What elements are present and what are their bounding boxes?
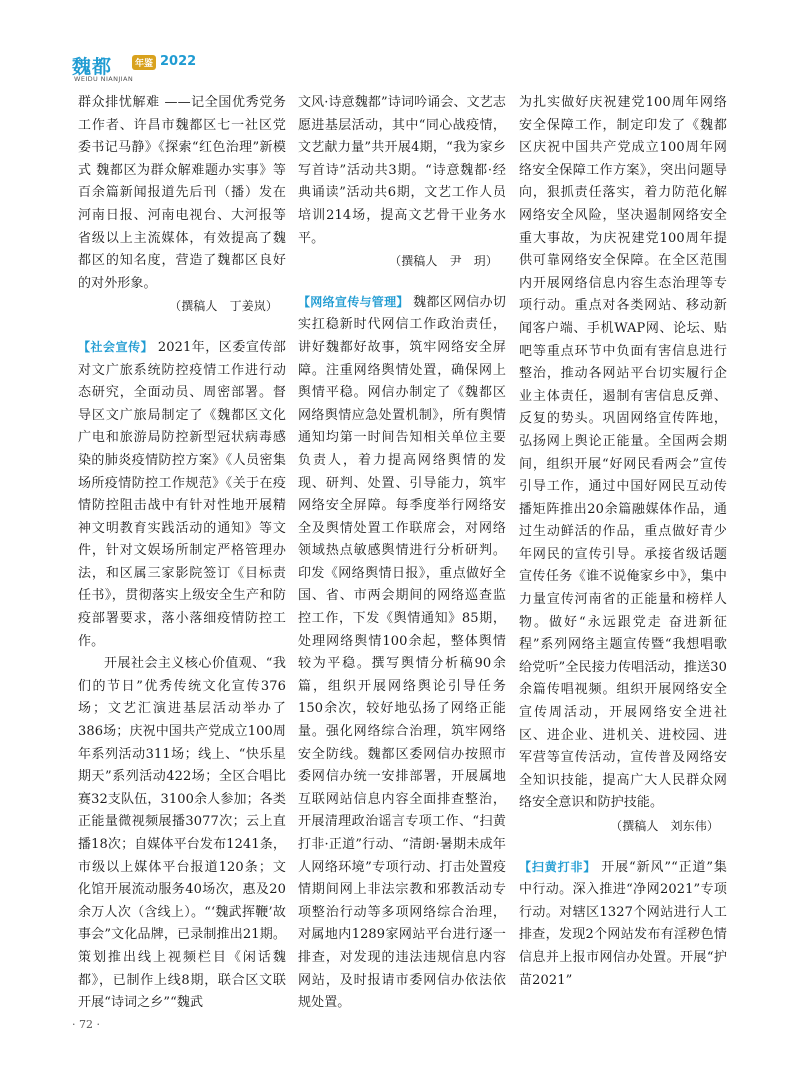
paragraph: 群众排忧解难 ——记全国优秀党务工作者、许昌市魏都区七一社区党委书记马静》《探索“红色治理”新模式 魏都区为群众解难题办实事》等百余篇新闻报道先后刊（播）发在河南日报、河南电视台、大河报等省级以上主流媒体，有效提高了魏都区的知名度，营造了魏都区良好的对外形象。: [78, 95, 286, 291]
byline: （撰稿人 尹 玥）: [389, 254, 498, 269]
text-column-3: [519, 92, 727, 992]
paragraph: [78, 336, 286, 653]
page-number: · 72 ·: [72, 1018, 100, 1031]
section-heading-social: 【社会宣传】: [78, 339, 154, 354]
section-heading-anti-porn: 【扫黄打非】: [519, 859, 597, 874]
paragraph: 文风·诗意魏都”诗词吟诵会、文艺志愿进基层活动，其中“同心战疫情，文艺献力量”共开展4期，“我为家乡写首诗”活动共3期。“诗意魏都·经典诵读”活动共6期，文艺工作人员培训214场，提高文艺骨干业务水平。: [298, 95, 506, 246]
yearbook-year: 2022: [160, 54, 197, 69]
paragraph-text: 2021年，区委宣传部对文广旅系统防控疫情工作进行动态研究，全面动员、周密部署。督导区文广旅局制定了《魏都区文化广电和旅游局防控新型冠状病毒感染的肺炎疫情防控方案》《人员密集场所疫情防控工作规范》《关于在疫情防控阻击战中有针对性地开展精神文明教育实践活动的通知》等文件，针对文娱场所制定严格管理办法，和区属三家影院签订《目标责任书》，贯彻落实上级安全生产和防疫部署要求，落小落细疫情防控工作。: [78, 339, 287, 649]
byline: （撰稿人 刘东伟）: [610, 819, 719, 833]
byline: （撰稿人 丁姜岚）: [169, 299, 278, 314]
paragraph-text: 开展“新风”“正道”集中行动。深入推进“净网2021”专项行动。对辖区1327个网站进行人工排查，发现2个网站发布有淫秽色情信息并上报市网信办处置。开展“护苗2021”: [519, 859, 727, 988]
text-column-1: [78, 92, 286, 1015]
paragraph: [298, 291, 506, 1015]
paragraph: 开展社会主义核心价值观、“我们的节日”优秀传统文化宣传376场；文艺汇演进基层活动举办了386场；庆祝中国共产党成立100周年系列活动311场；线上、“快乐星期天”系列活动422场；全区合唱比赛32支队伍，3100余人参加；各类正能量微视频展播3077次；云上直播18次；自媒体平台发布1241条，市级以上媒体平台报道120条；文化馆开展流动服务40场次，惠及20余万人次（含线上）。“‘魏武挥鞭’故事会”文化品牌，已录制推出21期。策划推出线上视频栏目《闲话魏都》，已制作上线8期，联合区文联开展“诗词之乡”“魏武: [78, 656, 286, 1011]
paragraph-text: 魏都区网信办切实扛稳新时代网信工作政治责任，讲好魏都好故事，筑牢网络安全屏障。注重网络舆情处置，确保网上舆情平稳。网信办制定了《魏都区网络舆情应急处置机制》，所有舆情通知均第一时间告知相关单位主要负责人，着力提高网络舆情的发现、研判、处置、引导能力，筑牢网络安全屏障。每季度举行网络安全及舆情处置工作联席会，对网络领域热点敏感舆情进行分析研判。印发《网络舆情日报》，重点做好全国、省、市两会期间的网络巡查监控工作，下发《舆情通知》85期，处理网络舆情100余起，整体舆情较为平稳。撰写舆情分析稿90余篇，组织开展网络舆论引导任务150余次，较好地弘扬了网络正能量。强化网络综合治理，筑牢网络安全防线。魏都区委网信办按照市委网信办统一安排部署，开展属地互联网站信息内容全面排查整治，开展清理政治谣言专项工作、“扫黄打非·正道”行动、“清朗·暑期未成年人网络环境”专项行动、打击处置疫情期间网上非法宗教和邪教活动专项整治行动等多项网络综合治理，对属地内1289家网站平台进行逐一排查，对发现的违法违规信息内容网站，及时报请市委网信办依法依规处置。: [298, 294, 507, 1011]
yearbook-badge: 年鉴: [132, 55, 156, 70]
paragraph: [519, 856, 727, 993]
paragraph: 为扎实做好庆祝建党100周年网络安全保障工作，制定印发了《魏都区庆祝中国共产党成立100周年网络安全保障工作方案》，突出问题导向，狠抓责任落实，着力防范化解网络安全风险，坚决遏制网络安全重大事故，为庆祝建党100周年提供可靠网络安全保障。在全区范围内开展网络信息内容生态治理等专项行动。重点对各类网站、移动新闻客户端、手机WAP网、论坛、贴吧等重点环节中负面有害信息进行整治，推动各网站平台切实履行企业主体责任，遏制有害信息反弹、反复的势头。巩固网络宣传阵地，弘扬网上舆论正能量。全国两会期间，组织开展“好网民看两会”宣传引导工作，通过中国好网民互动传播矩阵推出20余篇融媒体作品，通过生动鲜活的作品，重点做好青少年网民的宣传引导。承接省级话题宣传任务《谁不说俺家乡中》，集中力量宣传河南省的正能量和榜样人物。做好“永远跟党走 奋进新征程”系列网络主题宣传暨“我想唱歌给党听”全民接力传唱活动，推送30余篇传唱视频。组织开展网络安全宣传周活动，开展网络安全进社区、进企业、进机关、进校园、进军营等宣传活动，宣传普及网络安全知识技能，提高广大人民群众网络安全意识和防护技能。: [519, 95, 727, 811]
yearbook-subtitle: WEIDU NIANJIAN: [74, 75, 134, 83]
text-column-2: [298, 92, 506, 1015]
yearbook-logo: 魏都: [72, 56, 113, 78]
section-heading-network: 【网络宣传与管理】: [298, 294, 409, 309]
